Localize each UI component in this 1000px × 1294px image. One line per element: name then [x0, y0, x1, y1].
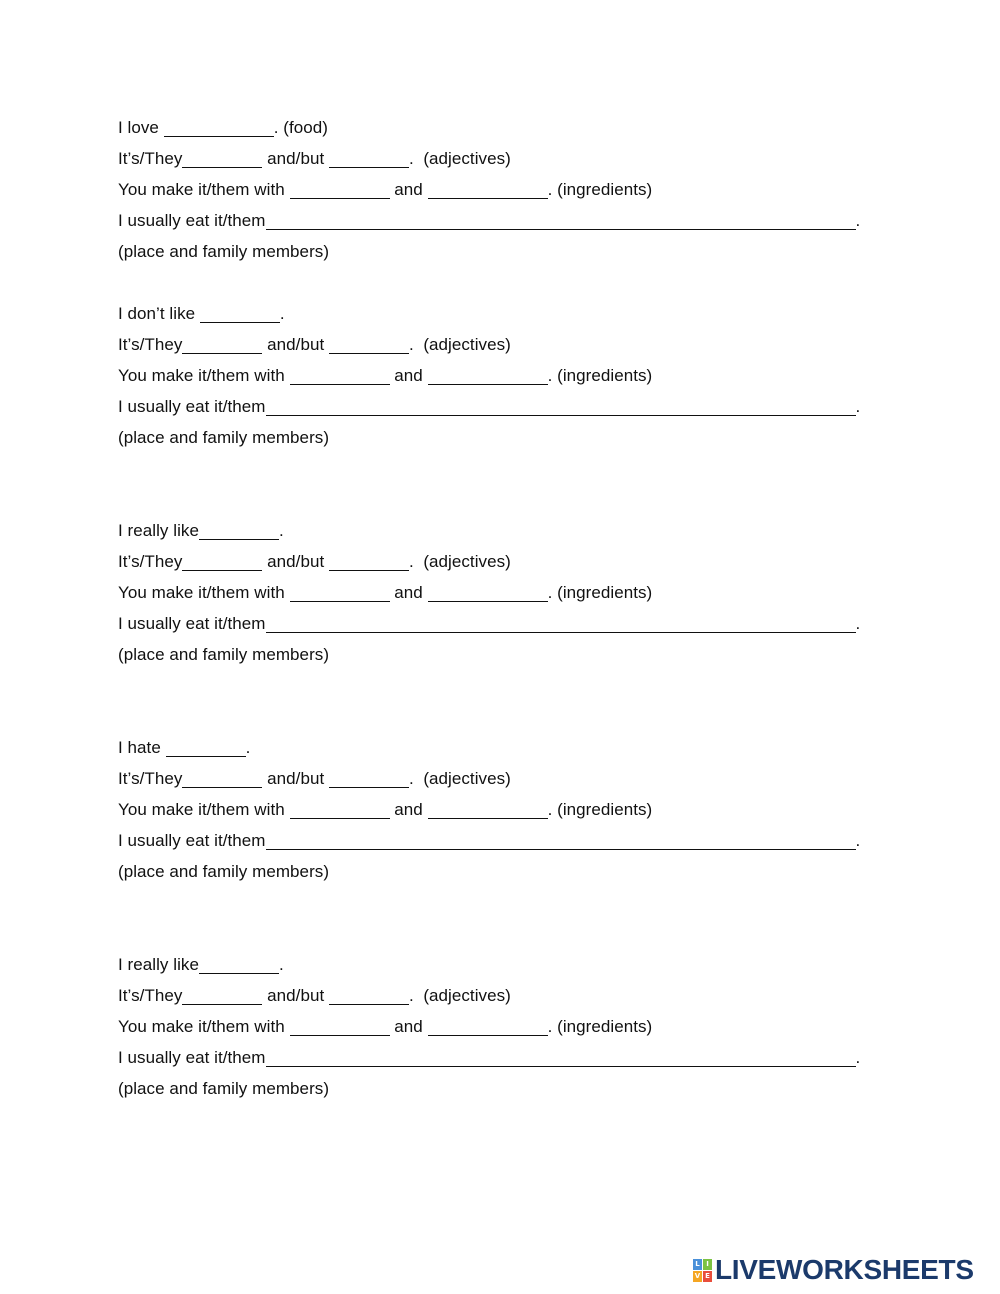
eat-suffix: .: [855, 614, 861, 633]
adjectives-line: [118, 552, 511, 572]
adjective-blank-1[interactable]: [182, 337, 262, 354]
adj-prefix: It’s/They: [118, 769, 183, 788]
eat-prefix: I usually eat it/them: [118, 614, 266, 633]
eat-line: [118, 397, 860, 417]
adj-mid: and/but: [262, 552, 330, 571]
eat-prefix: I usually eat it/them: [118, 831, 266, 850]
intro-suffix: .: [278, 521, 284, 540]
ing-suffix: . (ingredients): [547, 583, 653, 602]
intro-suffix: . (food): [273, 118, 328, 137]
adj-suffix: . (adjectives): [409, 552, 511, 571]
intro-prefix: I don’t like: [118, 304, 200, 323]
ing-suffix: . (ingredients): [547, 1017, 653, 1036]
ingredients-line: [118, 366, 652, 386]
ingredient-blank-2[interactable]: [428, 368, 548, 385]
intro-suffix: .: [245, 738, 251, 757]
food-blank[interactable]: [166, 740, 246, 757]
ing-prefix: You make it/them with: [118, 1017, 290, 1036]
adjective-blank-1[interactable]: [182, 988, 262, 1005]
ingredient-blank-1[interactable]: [290, 585, 390, 602]
adj-mid: and/but: [262, 149, 330, 168]
ingredients-line: [118, 800, 652, 820]
logo-letter: E: [703, 1271, 712, 1282]
ingredient-blank-1[interactable]: [290, 1019, 390, 1036]
food-intro-line: [118, 738, 250, 758]
ingredient-blank-1[interactable]: [290, 802, 390, 819]
ing-suffix: . (ingredients): [547, 180, 653, 199]
eat-suffix: .: [855, 1048, 861, 1067]
eat-prefix: I usually eat it/them: [118, 1048, 266, 1067]
liveworksheets-logo: [693, 1254, 974, 1285]
adj-mid: and/but: [262, 986, 330, 1005]
place-note: (place and family members): [118, 645, 330, 664]
adjectives-line: [118, 149, 511, 169]
adjective-blank-2[interactable]: [329, 988, 409, 1005]
ing-mid: and: [389, 800, 428, 819]
adjectives-line: [118, 986, 511, 1006]
adj-mid: and/but: [262, 335, 330, 354]
ingredient-blank-2[interactable]: [428, 585, 548, 602]
adj-prefix: It’s/They: [118, 552, 183, 571]
place-family-blank[interactable]: [266, 213, 856, 230]
eat-suffix: .: [855, 397, 861, 416]
intro-prefix: I hate: [118, 738, 166, 757]
food-blank[interactable]: [199, 957, 279, 974]
ing-mid: and: [389, 366, 428, 385]
eat-line: [118, 211, 860, 231]
logo-text: LIVEWORKSHEETS: [715, 1254, 974, 1285]
place-family-blank[interactable]: [266, 616, 856, 633]
eat-suffix: .: [855, 831, 861, 850]
adjective-blank-2[interactable]: [329, 771, 409, 788]
adjectives-line: [118, 335, 511, 355]
place-family-blank[interactable]: [266, 399, 856, 416]
place-note: (place and family members): [118, 862, 330, 881]
ing-prefix: You make it/them with: [118, 800, 290, 819]
eat-prefix: I usually eat it/them: [118, 397, 266, 416]
adjective-blank-1[interactable]: [182, 554, 262, 571]
place-note: (place and family members): [118, 1079, 330, 1098]
ing-prefix: You make it/them with: [118, 583, 290, 602]
intro-prefix: I love: [118, 118, 164, 137]
ingredients-line: [118, 1017, 652, 1037]
ingredient-blank-2[interactable]: [428, 1019, 548, 1036]
adj-suffix: . (adjectives): [409, 335, 511, 354]
adj-suffix: . (adjectives): [409, 149, 511, 168]
ingredients-line: [118, 180, 652, 200]
intro-suffix: .: [279, 304, 285, 323]
ing-suffix: . (ingredients): [547, 366, 653, 385]
ingredients-line: [118, 583, 652, 603]
food-intro-line: [118, 955, 284, 975]
food-intro-line: [118, 521, 284, 541]
ingredient-blank-2[interactable]: [428, 182, 548, 199]
adjective-blank-2[interactable]: [329, 337, 409, 354]
intro-prefix: I really like: [118, 521, 199, 540]
adj-suffix: . (adjectives): [409, 986, 511, 1005]
logo-letter: V: [694, 1271, 701, 1280]
eat-suffix: .: [855, 211, 861, 230]
eat-prefix: I usually eat it/them: [118, 211, 266, 230]
adjective-blank-2[interactable]: [329, 151, 409, 168]
ing-mid: and: [389, 1017, 428, 1036]
intro-suffix: .: [278, 955, 284, 974]
ing-mid: and: [389, 180, 428, 199]
ing-suffix: . (ingredients): [547, 800, 653, 819]
food-blank[interactable]: [200, 306, 280, 323]
food-blank[interactable]: [164, 120, 274, 137]
adjective-blank-2[interactable]: [329, 554, 409, 571]
adj-mid: and/but: [262, 769, 330, 788]
adj-suffix: . (adjectives): [409, 769, 511, 788]
eat-line: [118, 831, 860, 851]
intro-prefix: I really like: [118, 955, 199, 974]
adjective-blank-1[interactable]: [182, 151, 262, 168]
adjectives-line: [118, 769, 511, 789]
food-blank[interactable]: [199, 523, 279, 540]
food-intro-line: [118, 304, 285, 324]
logo-letter: L: [693, 1259, 702, 1270]
adj-prefix: It’s/They: [118, 335, 183, 354]
eat-line: [118, 614, 860, 634]
food-intro-line: [118, 118, 328, 138]
place-family-blank[interactable]: [266, 833, 856, 850]
ing-prefix: You make it/them with: [118, 180, 290, 199]
ing-prefix: You make it/them with: [118, 366, 290, 385]
place-note: (place and family members): [118, 428, 330, 447]
adj-prefix: It’s/They: [118, 149, 183, 168]
ing-mid: and: [389, 583, 428, 602]
logo-mark-icon: [693, 1259, 712, 1282]
place-family-blank[interactable]: [266, 1050, 856, 1067]
adjective-blank-1[interactable]: [182, 771, 262, 788]
adj-prefix: It’s/They: [118, 986, 183, 1005]
place-note: (place and family members): [118, 242, 330, 261]
ingredient-blank-1[interactable]: [290, 182, 390, 199]
logo-letter: I: [703, 1259, 712, 1270]
ingredient-blank-1[interactable]: [290, 368, 390, 385]
ingredient-blank-2[interactable]: [428, 802, 548, 819]
eat-line: [118, 1048, 860, 1068]
